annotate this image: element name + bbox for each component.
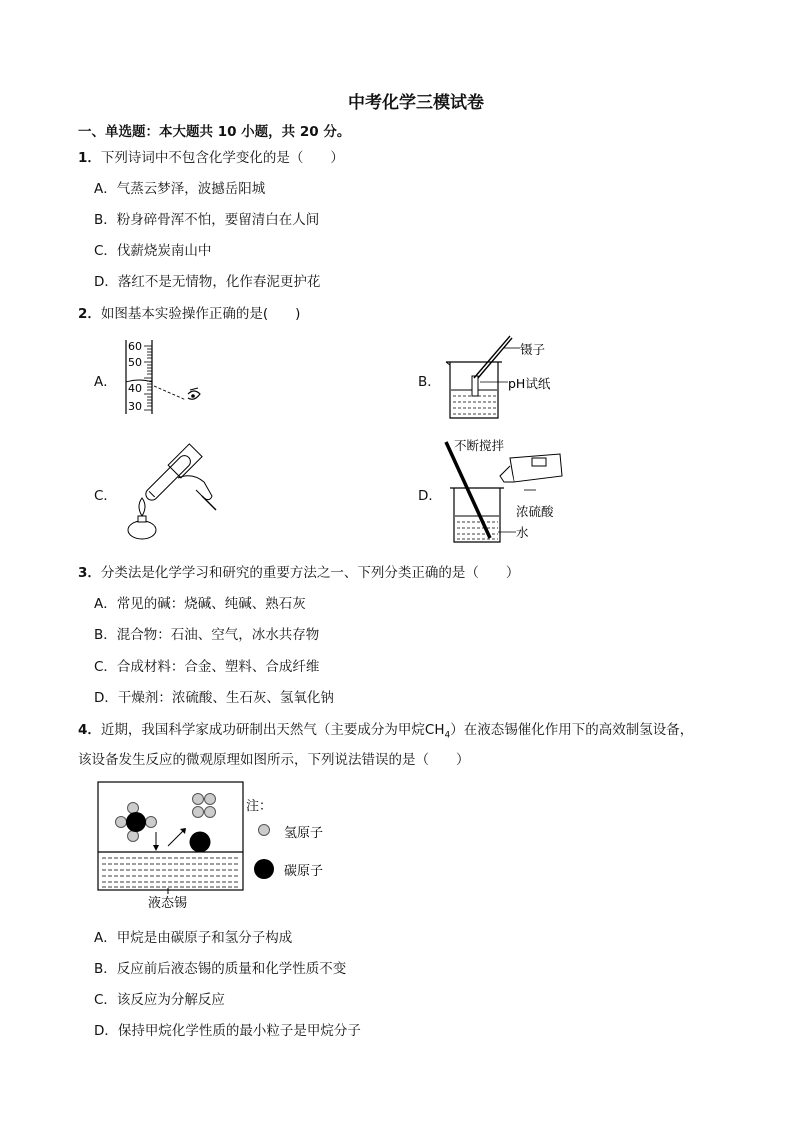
label-stir: 不断搅拌 — [454, 438, 505, 453]
label-acid: 浓硫酸 — [516, 504, 554, 519]
figure-heating-tube — [118, 440, 228, 544]
legend-hydrogen: 氢原子 — [284, 826, 324, 841]
legend-carbon-symbol — [254, 859, 274, 879]
q2-label-a: A． — [94, 374, 117, 390]
q2-label-b: B． — [418, 374, 441, 390]
label-liquid-tin: 液态锡 — [148, 896, 188, 910]
question-3 — [78, 561, 519, 581]
label-tweezers: 镊子 — [520, 342, 546, 357]
hand-icon — [178, 476, 216, 510]
figure-graduated-cylinder — [118, 336, 218, 418]
q4-option-c: C．该反应为分解反应 — [94, 992, 225, 1008]
q1-option-b: B．粉身碎骨浑不怕，要留清白在人间 — [94, 212, 320, 228]
q4-option-a: A．甲烷是由碳原子和氢分子构成 — [94, 930, 293, 946]
legend-hydrogen-symbol — [259, 825, 270, 836]
q4-option-d: D．保持甲烷化学性质的最小粒子是甲烷分子 — [94, 1023, 361, 1039]
q3-option-d: D．干燥剂：浓硫酸、生石灰、氢氧化钠 — [94, 690, 334, 706]
question-number: 1． — [78, 150, 101, 166]
legend-carbon: 碳原子 — [284, 864, 324, 879]
q1-option-d: D．落红不是无情物，化作春泥更护花 — [94, 274, 321, 290]
figure-ph-paper — [440, 332, 570, 422]
q1-option-a: A．气蒸云梦泽，波撼岳阳城 — [94, 181, 266, 197]
question-number: 2． — [78, 306, 101, 322]
q2-label-d: D． — [418, 488, 442, 504]
label-ph-paper: pH试纸 — [508, 376, 551, 391]
question-2 — [78, 302, 300, 322]
q2-label-c: C． — [94, 488, 117, 504]
q1-option-c: C．伐薪烧炭南山中 — [94, 243, 212, 259]
tick-label: 50 — [128, 356, 142, 369]
alcohol-lamp — [128, 498, 156, 539]
reagent-bottle — [500, 454, 562, 482]
question-number: 3． — [78, 565, 101, 581]
label-water: 水 — [516, 525, 529, 540]
question-4-line2: 该设备发生反应的微观原理如图所示，下列说法错误的是（ ） — [78, 752, 470, 768]
question-number: 4． — [78, 722, 101, 738]
figure-dilute-acid — [440, 436, 580, 546]
legend-note: 注： — [246, 799, 273, 814]
tick-label: 60 — [128, 340, 142, 353]
q3-option-a: A．常见的碱：烧碱、纯碱、熟石灰 — [94, 596, 306, 612]
carbon-atom — [190, 832, 211, 853]
q4-option-b: B．反应前后液态锡的质量和化学性质不变 — [94, 961, 347, 977]
question-stem: 下列诗词中不包含化学变化的是（ ） — [100, 150, 344, 166]
question-stem: 分类法是化学学习和研究的重要方法之一、下列分类正确的是（ ） — [100, 565, 520, 581]
question-stem: 如图基本实验操作正确的是( ) — [100, 306, 301, 322]
tick-label: 40 — [128, 382, 142, 395]
q3-option-b: B．混合物：石油、空气，冰水共存物 — [94, 627, 320, 643]
formula-subscript: 4 — [444, 730, 451, 741]
section-heading: 一、单选题：本大题共 10 小题，共 20 分。 — [78, 124, 351, 140]
formula: CH — [424, 722, 445, 738]
question-4: 4．近期，我国科学家成功研制出天然气（主要成分为甲烷$CH_4$）在液态锡催化作用下的高效制氢设备， — [78, 722, 694, 741]
figure-methane-reaction — [96, 780, 346, 910]
page-title: 中考化学三模试卷 — [348, 93, 484, 113]
q3-option-c: C．合成材料：合金、塑料、合成纤维 — [94, 659, 320, 675]
question-1 — [78, 146, 344, 166]
eye-icon — [188, 388, 200, 399]
tick-label: 30 — [128, 400, 142, 413]
